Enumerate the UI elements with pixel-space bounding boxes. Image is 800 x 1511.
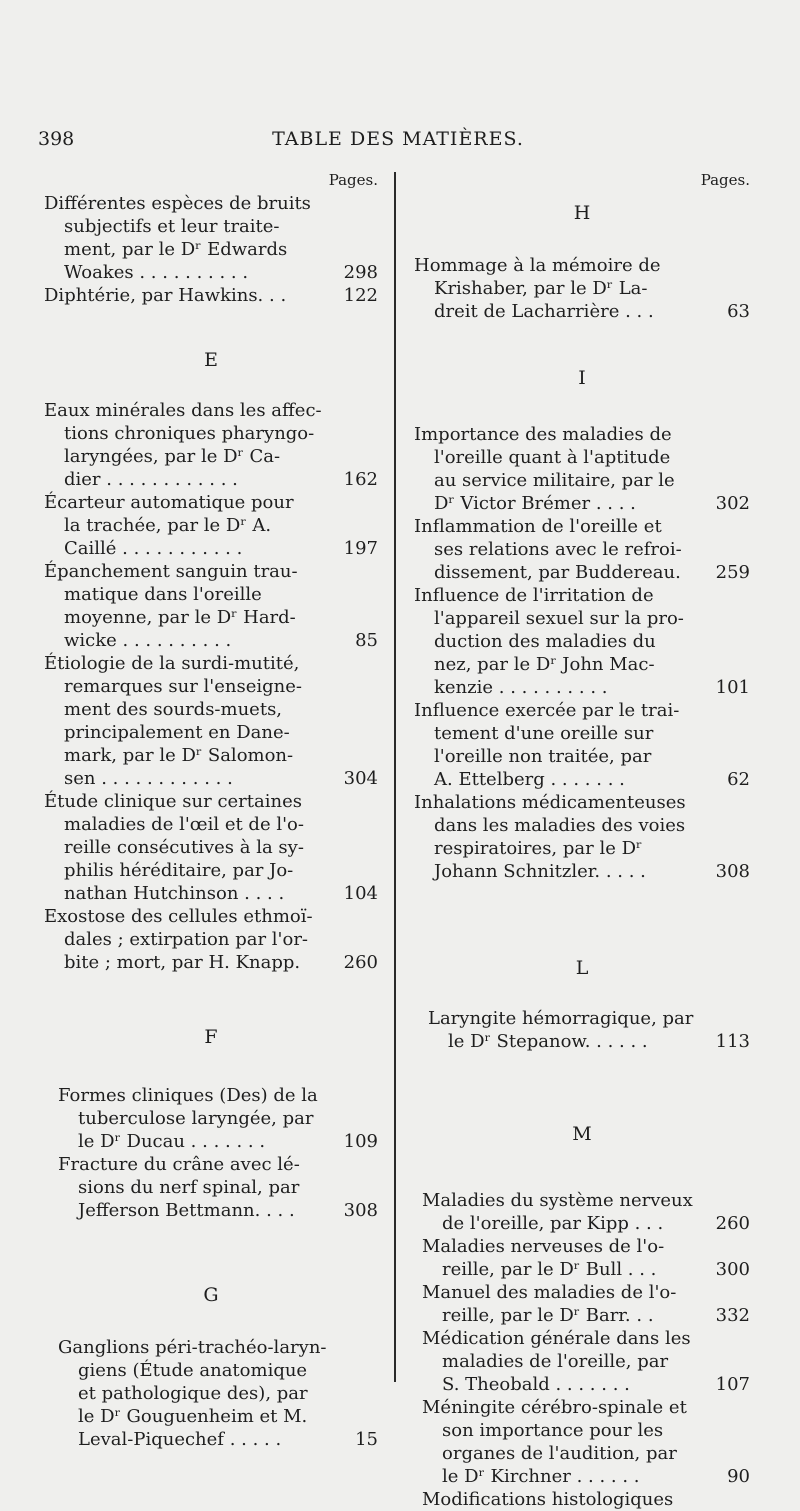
index-entry [414,699,750,791]
entry-line: respiratoires, par le Dʳ [434,838,643,859]
section-letter: G [203,1284,219,1306]
entry-line: Manuel des maladies de l'o- [422,1282,677,1303]
entry-page-number: 62 [727,769,750,790]
index-entry [414,1396,750,1488]
entry-page-number: 260 [715,1213,750,1234]
index-entry [44,1084,378,1153]
entry-line: duction des maladies du [434,631,656,652]
entry-line: matique dans l'oreille [64,584,262,605]
entry-page-number: 259 [715,562,750,583]
entry-line: maladies de l'œil et de l'o- [64,814,304,835]
entry-line: nez, par le Dʳ John Mac- [434,654,655,675]
entry-line: mark, par le Dʳ Salomon- [64,745,294,766]
entry-line: sions du nerf spinal, par [78,1177,300,1198]
entry-line: bite ; mort, par H. Knapp. [64,952,301,973]
entry-page-number: 300 [715,1259,750,1280]
entry-page-number: 101 [715,677,750,698]
entry-line: dans les maladies des voies [434,815,686,836]
entry-line: de l'oreille, par Kipp . . . [442,1213,664,1234]
entry-line: A. Ettelberg . . . . . . . [434,769,625,790]
entry-line: tuberculose laryngée, par [78,1108,314,1129]
entry-line: giens (Étude anatomique [78,1360,308,1381]
entry-line: Médication générale dans les [422,1328,691,1349]
entry-page-number: 122 [343,285,378,306]
entry-line: au service militaire, par le [434,470,675,491]
index-entry [44,1336,378,1451]
entry-page-number: 104 [343,883,378,904]
index-entry [44,491,378,560]
entry-line: Fracture du crâne avec lé- [58,1154,300,1175]
index-entry [414,791,750,883]
entry-page-number: 332 [715,1305,750,1326]
index-entry [414,1007,750,1053]
entry-line: laryngées, par le Dʳ Ca- [64,446,281,467]
index-entry [414,423,750,515]
entry-line: tement d'une oreille sur [434,723,654,744]
entry-page-number: 85 [355,630,378,651]
entry-line: le Dʳ Stepanow. . . . . . [448,1031,648,1052]
entry-line: et pathologique des), par [78,1383,308,1404]
column-divider [394,172,396,1382]
entry-line: Différentes espèces de bruits [44,193,311,214]
entry-line: Dʳ Victor Brémer . . . . [434,493,636,514]
entry-line: Diphtérie, par Hawkins. . . [44,285,287,306]
entry-line: Importance des maladies de [414,424,672,445]
entry-line: Eaux minérales dans les affec- [44,400,322,421]
entry-line: son importance pour les [442,1420,664,1441]
entry-line: remarques sur l'enseigne- [64,676,302,697]
entry-line: Johann Schnitzler. . . . . [434,861,646,882]
pages-label: Pages. [328,171,378,189]
entry-line: tions chroniques pharyngo- [64,423,315,444]
entry-line: Inflammation de l'oreille et [414,516,662,537]
left-column [44,168,378,1451]
index-entry [414,1189,750,1235]
entry-line: dales ; extirpation par l'or- [64,929,309,950]
entry-line: sen . . . . . . . . . . . . [64,768,233,789]
entry-line: moyenne, par le Dʳ Hard- [64,607,296,628]
entry-line: Exostose des cellules ethmoï- [44,906,313,927]
index-entry [414,1235,750,1281]
index-entry [44,560,378,652]
index-entry [414,1281,750,1327]
entry-page-number: 308 [343,1200,378,1221]
right-column [414,168,750,1511]
entry-line: Leval-Piquechef . . . . . [78,1429,282,1450]
entry-line: kenzie . . . . . . . . . . [434,677,608,698]
entry-line: Jefferson Bettmann. . . . [78,1200,295,1221]
index-entry [44,399,378,491]
entry-line: le Dʳ Kirchner . . . . . . [442,1466,640,1487]
entry-page-number: 63 [727,301,750,322]
index-entry [414,254,750,323]
entry-line: le Dʳ Ducau . . . . . . . [78,1131,266,1152]
index-entry [44,905,378,974]
entry-page-number: 162 [343,469,378,490]
entry-line: Caillé . . . . . . . . . . . [64,538,243,559]
index-entry [414,584,750,699]
entry-page-number: 304 [343,768,378,789]
entry-line: reille consécutives à la sy- [64,837,304,858]
entry-page-number: 15 [355,1429,378,1450]
entry-line: maladies de l'oreille, par [442,1351,669,1372]
entry-line: Modifications histologiques [422,1489,674,1510]
pages-label: Pages. [700,171,750,189]
entry-line: dissement, par Buddereau. [434,562,681,583]
index-entry [44,192,378,284]
entry-line: dier . . . . . . . . . . . . [64,469,238,490]
entry-line: Hommage à la mémoire de [414,255,661,276]
entry-line: Laryngite hémorragique, par [428,1008,694,1029]
entry-line: Étiologie de la surdi-mutité, [44,653,300,674]
entry-line: principalement en Dane- [64,722,290,743]
section-letter: I [578,367,586,389]
entry-line: Influence exercée par le trai- [414,700,680,721]
entry-line: nathan Hutchinson . . . . [64,883,285,904]
entry-line: Influence de l'irritation de [414,585,654,606]
page-number: 398 [38,128,75,150]
entry-page-number: 308 [715,861,750,882]
section-letter: H [573,202,591,224]
entry-line: ment des sourds-muets, [64,699,283,720]
entry-line: l'appareil sexuel sur la pro- [434,608,684,629]
entry-line: Krishaber, par le Dʳ La- [434,278,648,299]
entry-line: la trachée, par le Dʳ A. [64,515,272,536]
entry-line: l'oreille quant à l'aptitude [434,447,671,468]
section-letter: E [204,349,218,371]
entry-line: Ganglions péri-trachéo-laryn- [58,1337,327,1358]
entry-line: subjectifs et leur traite- [64,216,280,237]
entry-line: organes de l'audition, par [442,1443,677,1464]
entry-page-number: 260 [343,952,378,973]
section-letter: M [572,1123,592,1145]
section-letter: F [204,1026,218,1048]
entry-line: Inhalations médicamenteuses [414,792,686,813]
entry-line: Maladies du système nerveux [422,1190,693,1211]
running-title: TABLE DES MATIÈRES. [272,128,524,150]
entry-page-number: 298 [343,262,378,283]
entry-page-number: 302 [715,493,750,514]
index-entry [44,1153,378,1222]
entry-page-number: 109 [343,1131,378,1152]
entry-line: l'oreille non traitée, par [434,746,652,767]
entry-line: Écarteur automatique pour [44,492,294,513]
entry-line: Épanchement sanguin trau- [44,561,298,582]
entry-line: Méningite cérébro-spinale et [422,1397,687,1418]
entry-line: reille, par le Dʳ Bull . . . [442,1259,657,1280]
entry-line: dreit de Lacharrière . . . [434,301,654,322]
entry-line: philis héréditaire, par Jo- [64,860,294,881]
entry-line: Formes cliniques (Des) de la [58,1085,318,1106]
entry-line: Maladies nerveuses de l'o- [422,1236,665,1257]
index-entry [414,515,750,584]
entry-line: le Dʳ Gouguenheim et M. [78,1406,308,1427]
entry-page-number: 107 [715,1374,750,1395]
index-entry [44,652,378,790]
entry-page-number: 90 [727,1466,750,1487]
index-entry [414,1327,750,1396]
entry-line: wicke . . . . . . . . . . [64,630,232,651]
index-entry [44,284,378,307]
entry-line: Woakes . . . . . . . . . . [64,262,249,283]
entry-line: S. Theobald . . . . . . . [442,1374,630,1395]
entry-page-number: 197 [343,538,378,559]
section-letter: L [575,957,589,979]
index-entry [414,1488,750,1511]
entry-line: ment, par le Dʳ Edwards [64,239,288,260]
page-header [38,128,758,158]
entry-line: reille, par le Dʳ Barr. . . [442,1305,654,1326]
entry-page-number: 113 [715,1031,750,1052]
entry-line: Étude clinique sur certaines [44,791,302,812]
entry-line: ses relations avec le refroi- [434,539,682,560]
index-entry [44,790,378,905]
